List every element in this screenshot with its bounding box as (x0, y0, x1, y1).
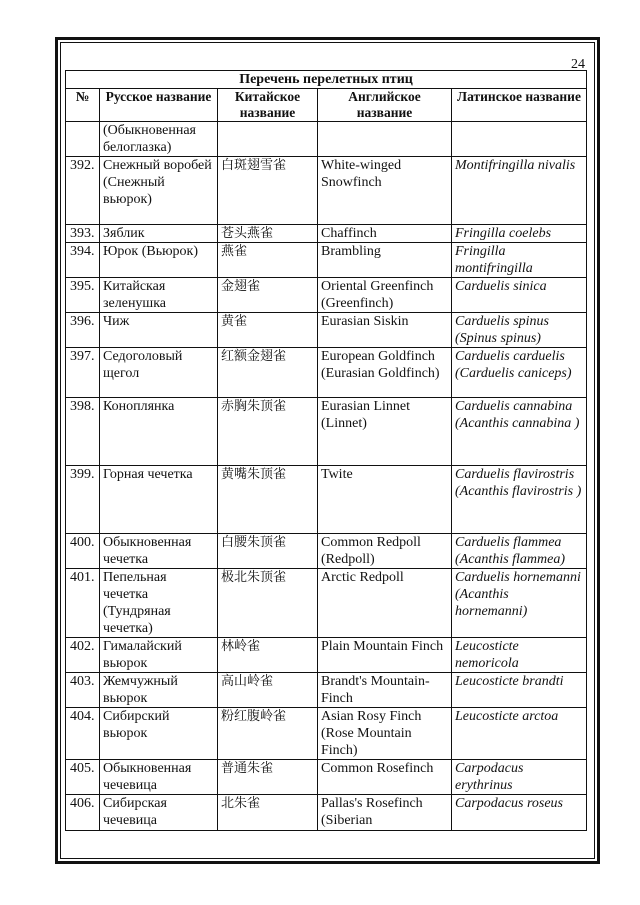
cell-russian-name: Гималайский вьюрок (100, 638, 218, 673)
cell-latin-name: Fringilla coelebs (452, 225, 587, 243)
cell-english-name: White-winged Snowfinch (318, 157, 452, 225)
table-row (66, 122, 587, 157)
cell-num: 403. (66, 673, 100, 708)
cell-latin-name: Leucosticte arctoa (452, 708, 587, 760)
header-english: Английское название (318, 89, 452, 122)
table-body (66, 122, 587, 831)
cell-latin-name: Carduelis sinica (452, 278, 587, 313)
table-row (66, 398, 587, 466)
table-row (66, 466, 587, 534)
cell-russian-name: Снежный воробей (Снежный вьюрок) (100, 157, 218, 225)
table-row (66, 760, 587, 795)
cell-chinese-name: 金翅雀 (218, 278, 318, 313)
table-row (66, 313, 587, 348)
cell-num: 393. (66, 225, 100, 243)
cell-russian-name: Зяблик (100, 225, 218, 243)
table-row (66, 534, 587, 569)
table-row (66, 157, 587, 225)
cell-russian-name: Сибирская чечевица (100, 795, 218, 831)
cell-num: 404. (66, 708, 100, 760)
cell-chinese-name: 黄雀 (218, 313, 318, 348)
table-row (66, 243, 587, 278)
cell-russian-name: Китайская зеленушка (100, 278, 218, 313)
cell-chinese-name: 极北朱顶雀 (218, 569, 318, 638)
cell-english-name: European Goldfinch (Eurasian Goldfinch) (318, 348, 452, 398)
cell-chinese-name: 燕雀 (218, 243, 318, 278)
cell-english-name: Oriental Greenfinch (Greenfinch) (318, 278, 452, 313)
migratory-birds-table (65, 70, 587, 831)
cell-chinese-name: 林岭雀 (218, 638, 318, 673)
cell-latin-name: Carduelis flavirostris (Acanthis flavirostris ) (452, 466, 587, 534)
table-row (66, 638, 587, 673)
cell-latin-name (452, 122, 587, 157)
cell-latin-name: Carduelis cannabina (Acanthis cannabina ) (452, 398, 587, 466)
table-row (66, 278, 587, 313)
table-title: Перечень перелетных птиц (66, 71, 587, 89)
cell-chinese-name: 苍头燕雀 (218, 225, 318, 243)
cell-latin-name: Carduelis spinus (Spinus spinus) (452, 313, 587, 348)
cell-russian-name: Горная чечетка (100, 466, 218, 534)
cell-russian-name: Обыкновенная чечетка (100, 534, 218, 569)
header-num: № (66, 89, 100, 122)
cell-english-name: Pallas's Rosefinch (Siberian (318, 795, 452, 831)
cell-latin-name: Leucosticte nemoricola (452, 638, 587, 673)
cell-num: 399. (66, 466, 100, 534)
table-row (66, 708, 587, 760)
cell-num: 394. (66, 243, 100, 278)
cell-russian-name: (Обыкновенная белоглазка) (100, 122, 218, 157)
cell-latin-name: Carduelis flammea (Acanthis flammea) (452, 534, 587, 569)
cell-english-name: Eurasian Linnet (Linnet) (318, 398, 452, 466)
header-russian: Русское название (100, 89, 218, 122)
cell-english-name: Asian Rosy Finch (Rose Mountain Finch) (318, 708, 452, 760)
cell-latin-name: Carduelis carduelis (Carduelis caniceps) (452, 348, 587, 398)
cell-num: 398. (66, 398, 100, 466)
cell-num: 396. (66, 313, 100, 348)
cell-latin-name: Fringilla montifringilla (452, 243, 587, 278)
cell-latin-name: Carduelis hornemanni (Acanthis hornemanni) (452, 569, 587, 638)
cell-russian-name: Пепельная чечетка (Тундряная чечетка) (100, 569, 218, 638)
header-chinese: Китайское название (218, 89, 318, 122)
cell-english-name: Brandt's Mountain-Finch (318, 673, 452, 708)
cell-chinese-name: 赤胸朱顶雀 (218, 398, 318, 466)
cell-num: 397. (66, 348, 100, 398)
cell-chinese-name: 北朱雀 (218, 795, 318, 831)
cell-russian-name: Жемчужный вьюрок (100, 673, 218, 708)
cell-chinese-name (218, 122, 318, 157)
cell-latin-name: Carpodacus erythrinus (452, 760, 587, 795)
cell-russian-name: Седоголовый щегол (100, 348, 218, 398)
cell-chinese-name: 普通朱雀 (218, 760, 318, 795)
cell-russian-name: Юрок (Вьюрок) (100, 243, 218, 278)
table-row (66, 569, 587, 638)
cell-latin-name: Montifringilla nivalis (452, 157, 587, 225)
cell-russian-name: Обыкновенная чечевица (100, 760, 218, 795)
cell-latin-name: Carpodacus roseus (452, 795, 587, 831)
cell-num: 401. (66, 569, 100, 638)
cell-num: 406. (66, 795, 100, 831)
cell-num: 392. (66, 157, 100, 225)
cell-num: 405. (66, 760, 100, 795)
table-row (66, 673, 587, 708)
cell-russian-name: Сибирский вьюрок (100, 708, 218, 760)
cell-english-name: Eurasian Siskin (318, 313, 452, 348)
cell-chinese-name: 红额金翅雀 (218, 348, 318, 398)
cell-num: 402. (66, 638, 100, 673)
cell-english-name: Common Redpoll (Redpoll) (318, 534, 452, 569)
cell-chinese-name: 白斑翅雪雀 (218, 157, 318, 225)
cell-english-name: Chaffinch (318, 225, 452, 243)
cell-russian-name: Коноплянка (100, 398, 218, 466)
header-latin: Латинское название (452, 89, 587, 122)
cell-english-name: Twite (318, 466, 452, 534)
table-row (66, 348, 587, 398)
cell-latin-name: Leucosticte brandti (452, 673, 587, 708)
cell-english-name: Arctic Redpoll (318, 569, 452, 638)
cell-english-name: Common Rosefinch (318, 760, 452, 795)
cell-chinese-name: 白腰朱顶雀 (218, 534, 318, 569)
table-header-row (66, 89, 587, 122)
cell-english-name: Plain Mountain Finch (318, 638, 452, 673)
cell-num: 400. (66, 534, 100, 569)
table-row (66, 225, 587, 243)
cell-num (66, 122, 100, 157)
page-number: 24 (571, 57, 585, 72)
cell-english-name (318, 122, 452, 157)
cell-num: 395. (66, 278, 100, 313)
cell-chinese-name: 高山岭雀 (218, 673, 318, 708)
table-row (66, 795, 587, 831)
cell-russian-name: Чиж (100, 313, 218, 348)
cell-chinese-name: 粉红腹岭雀 (218, 708, 318, 760)
cell-chinese-name: 黄嘴朱顶雀 (218, 466, 318, 534)
cell-english-name: Brambling (318, 243, 452, 278)
